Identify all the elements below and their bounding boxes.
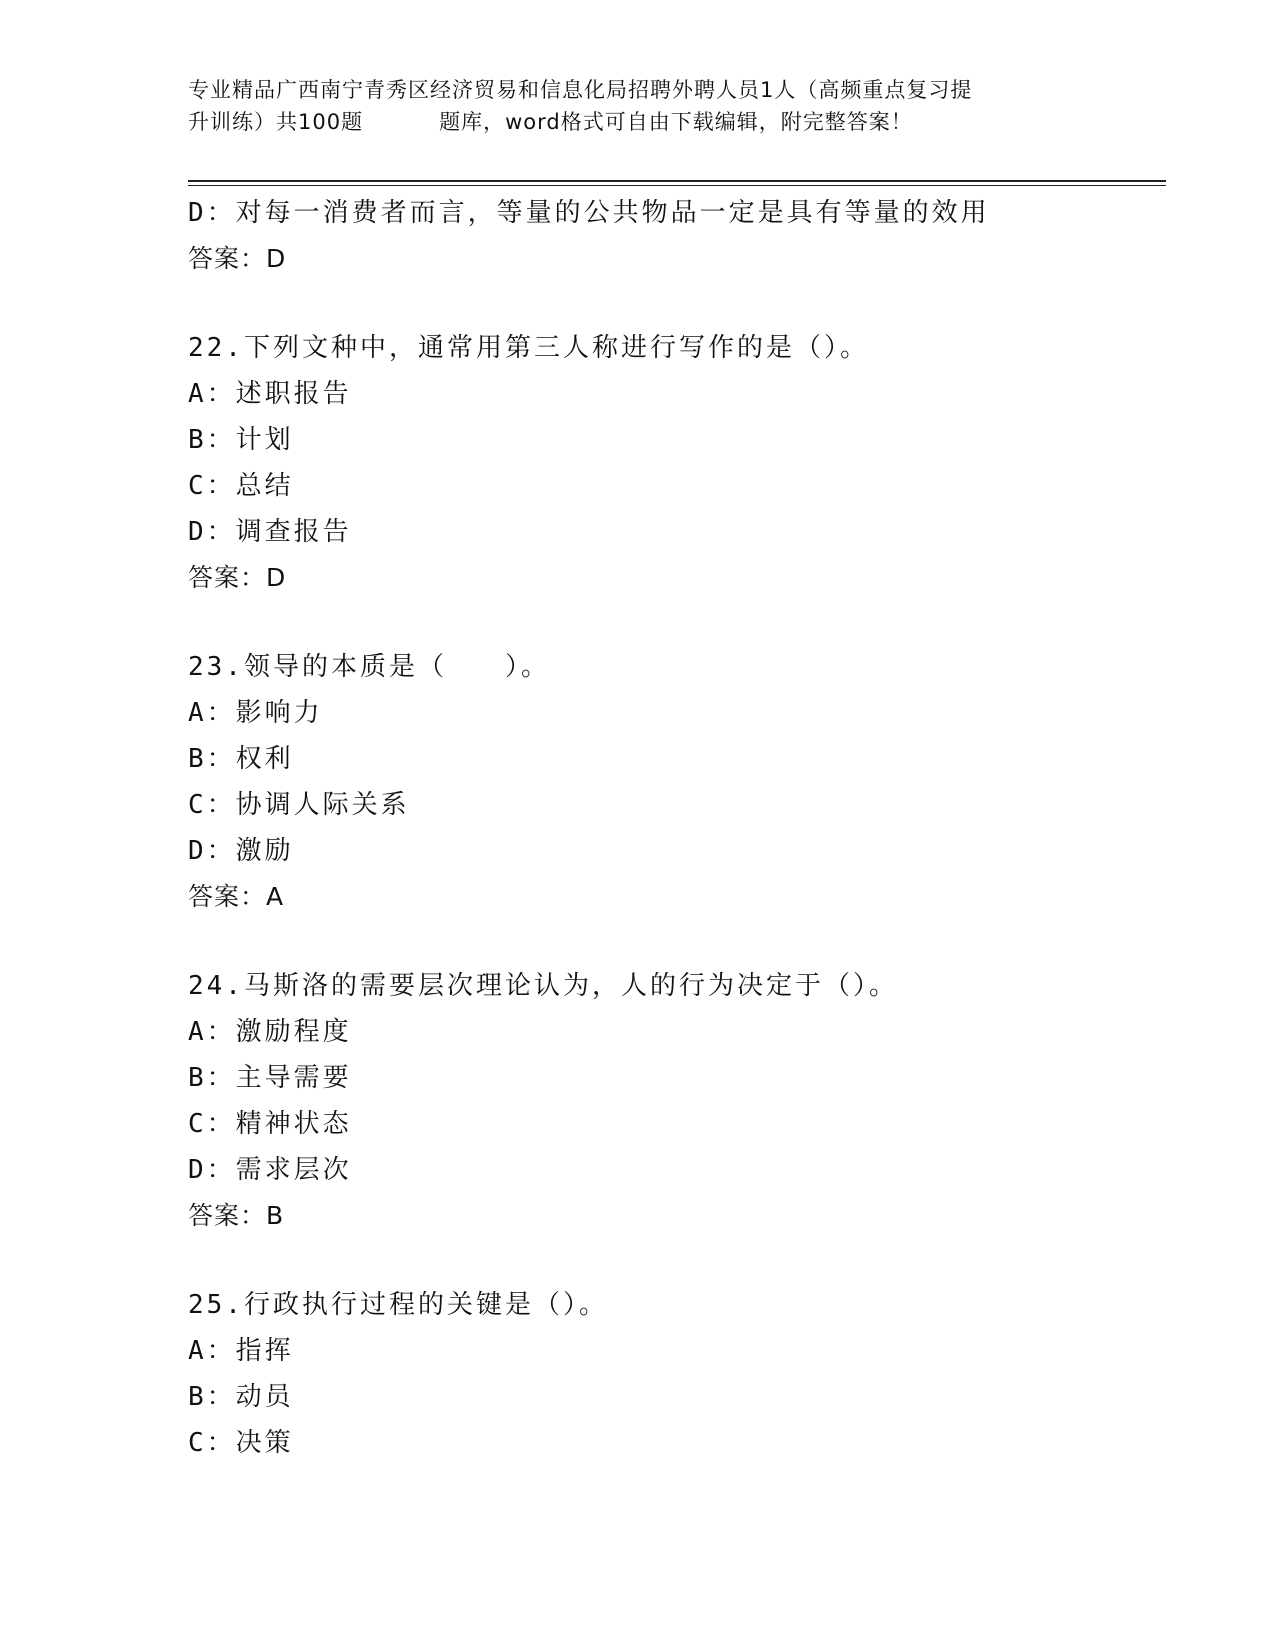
option-c: C：总结 <box>188 471 294 501</box>
option-d: D：对每一消费者而言，等量的公共物品一定是具有等量的效用 <box>188 198 990 228</box>
option-a: A：影响力 <box>188 698 323 728</box>
option-d: D：调查报告 <box>188 517 352 547</box>
option-b: B：计划 <box>188 425 294 455</box>
option-a: A：述职报告 <box>188 379 352 409</box>
answer-line: 答案：B <box>188 1201 285 1230</box>
question-stem: 25.行政执行过程的关键是（）。 <box>188 1290 608 1320</box>
header-title-part-2: 题库，word格式可自由下载编辑，附完整答案！ <box>439 110 913 134</box>
question-stem: 22.下列文种中，通常用第三人称进行写作的是（）。 <box>188 333 869 363</box>
question-stem: 23.领导的本质是（ ）。 <box>188 652 550 682</box>
header-title-part-1: 升训练）共100题 <box>188 110 364 134</box>
answer-line: 答案：D <box>188 244 287 273</box>
option-d: D：需求层次 <box>188 1155 352 1185</box>
option-b: B：动员 <box>188 1382 294 1412</box>
header-divider-thick <box>188 180 1166 182</box>
option-b: B：权利 <box>188 744 294 774</box>
option-c: C：协调人际关系 <box>188 790 410 820</box>
question-stem: 24.马斯洛的需要层次理论认为，人的行为决定于（）。 <box>188 971 898 1001</box>
option-a: A：指挥 <box>188 1336 294 1366</box>
answer-line: 答案：A <box>188 882 285 911</box>
option-b: B：主导需要 <box>188 1063 352 1093</box>
header-title-line-1: 专业精品广西南宁青秀区经济贸易和信息化局招聘外聘人员1人（高频重点复习提 <box>188 78 973 102</box>
option-d: D：激励 <box>188 836 294 866</box>
document-header <box>188 74 1088 138</box>
option-a: A：激励程度 <box>188 1017 352 1047</box>
option-c: C：决策 <box>188 1428 294 1458</box>
answer-line: 答案：D <box>188 563 287 592</box>
question-list <box>188 190 1166 1466</box>
option-c: C：精神状态 <box>188 1109 352 1139</box>
header-divider-thin <box>188 185 1166 186</box>
header-title-line-2 <box>188 106 1088 138</box>
